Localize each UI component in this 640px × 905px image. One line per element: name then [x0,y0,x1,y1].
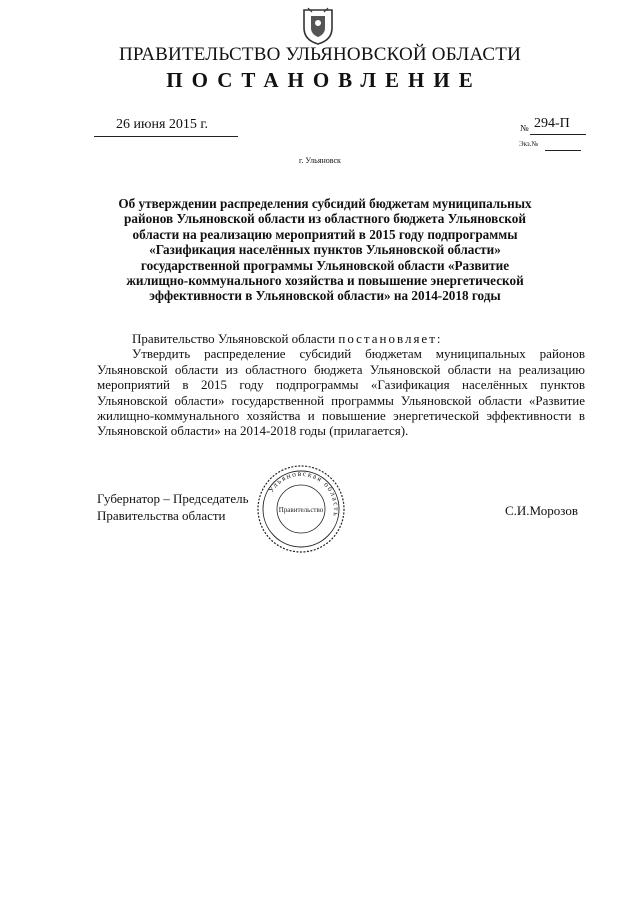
city: г. Ульяновск [299,156,341,165]
official-stamp [256,464,346,554]
title-line: области на реализацию мероприятий в 2015 году подпрограммы [132,226,518,242]
copy-number-underline [545,150,581,151]
signer-position [97,490,249,524]
intro-line [97,331,585,346]
document-body [97,331,585,439]
document-date: 26 июня 2015 г. [116,117,209,132]
title-line: государственной программы Ульяновской области «Развитие [140,257,510,273]
document-type: ПОСТАНОВЛЕНИЕ [166,68,482,92]
title-line: эффективности в Ульяновской области» на 2014-2018 годы [149,288,501,304]
number-underline [530,134,586,135]
stamp-outer-text: Ульяновская область [266,468,342,519]
date-underline [94,136,238,137]
copy-number-label: Экз.№ [519,140,539,148]
title-line: Об утверждении распределения субсидий бюджетам муниципальных [118,196,532,211]
signer-position-line1: Губернатор – Председатель [97,491,249,506]
main-paragraph: Утвердить распределение субсидий бюджетам муниципальных районов Ульяновской области из областного бюджета Ульяновской области на реализацию мероприятий в 2015 году подпрограммы «Газификация населённых пунктов Ульяновской области» государственной программы Ульяновской области «Развитие жилищно-коммунального хозяйства и повышение энергетической эффективности в Ульяновской области» на 2014-2018 годы (прилагается). [97,346,585,439]
document-title [110,196,540,304]
signer-name: С.И.Морозов [505,503,578,518]
document-number: 294-П [534,116,570,131]
number-label: № [520,123,529,133]
title-line: районов Ульяновской области из областного бюджета Ульяновской [124,211,526,227]
title-line: жилищно-коммунального хозяйства и повышение энергетической [126,273,524,289]
title-line: «Газификация населённых пунктов Ульяновской области» [149,242,501,258]
decree-word: постановляет: [338,331,443,346]
signer-position-line2: Правительства области [97,508,226,523]
stamp-inner-text: Правительство [278,506,324,514]
intro-prefix: Правительство Ульяновской области [132,331,336,346]
government-name: ПРАВИТЕЛЬСТВО УЛЬЯНОВСКОЙ ОБЛАСТИ [118,44,522,65]
coat-of-arms-icon [300,6,336,46]
